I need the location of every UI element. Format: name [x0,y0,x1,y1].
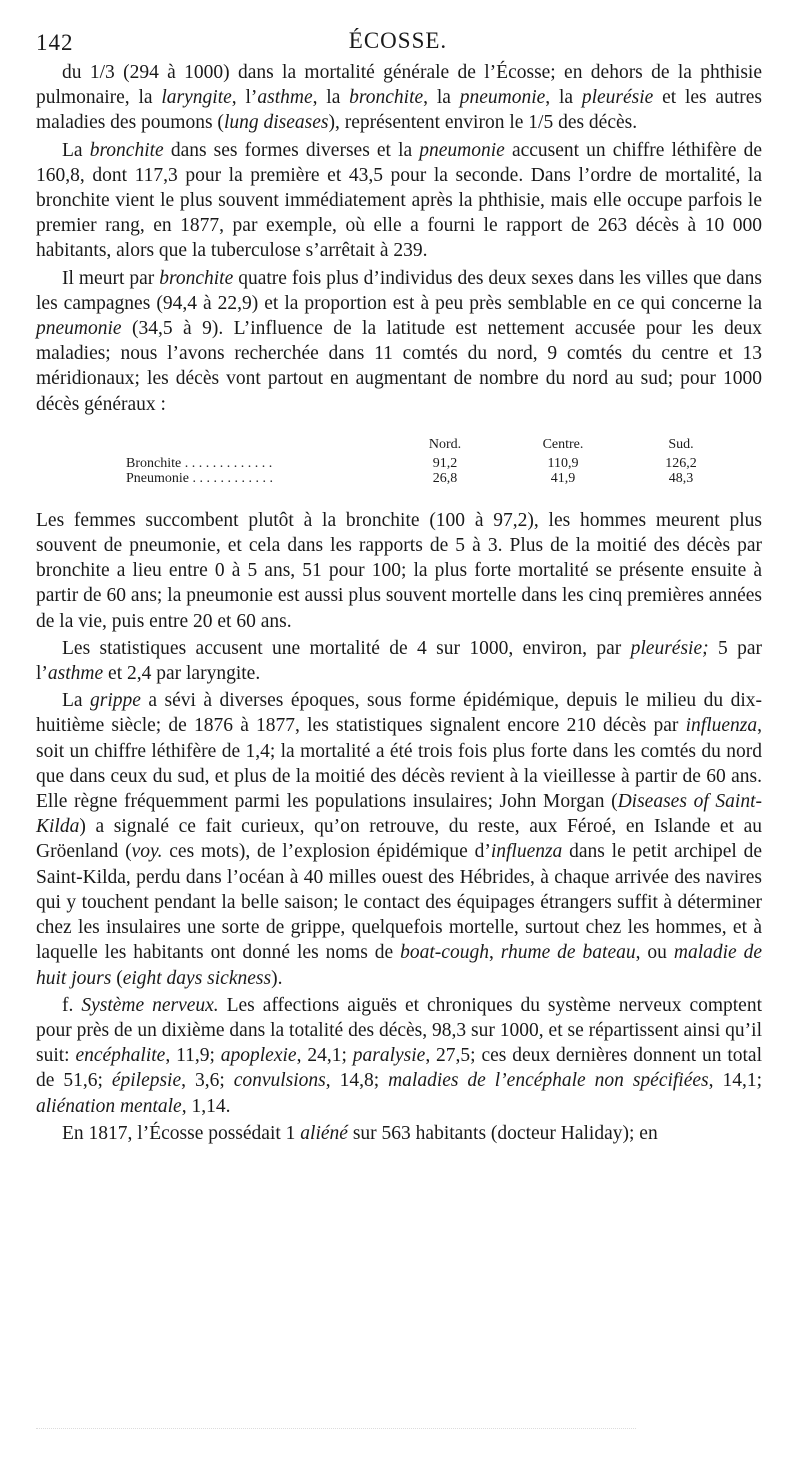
text-run: , 3,6; [181,1070,234,1092]
italic-term: maladie de huit jours [36,942,763,989]
text-run: ), représentent environ le 1/5 des décès. [328,112,638,134]
text-run: sur 563 habitants (docteur Haliday); en [347,1122,658,1144]
text-run: quatre fois plus d’individus des deux sexes dans les villes que dans les campagnes (94,4 à 22,9) et la proportion est à peu près semblable en ce qui concerne la [36,267,762,314]
text-run: En 1817, l’Écosse possédait 1 [62,1122,301,1144]
italic-term: bronchite [89,139,164,161]
italic-term: voy. [131,841,163,863]
italic-term: aliénation mentale [36,1095,182,1117]
italic-term: pneumonie [36,318,122,340]
text-run: La [62,139,90,161]
cell-value: 26,8 [432,470,458,486]
text-run: , [488,942,501,964]
text-run: Les statistiques accusent une mortalité de 4 sur 1000, environ, par [62,637,631,659]
text-run: , l’ [231,87,258,109]
column-header-nord: Nord. [428,436,462,452]
text-run: Il meurt par [62,267,160,289]
text-run: ) a signalé ce fait curieux, qu’on retrouve, du reste, aux Féroé, en Islande et au Gröenland ( [36,816,762,863]
paragraph-4 [36,508,762,634]
text-run: , 24,1; [296,1045,353,1067]
italic-term: apoplexie [220,1045,297,1067]
text-run: , 27,5; ces deux dernières donnent un total de 51,6; [36,1045,763,1092]
cell-value: 41,9 [550,470,576,486]
text-run: et 2,4 par laryngite. [103,663,261,685]
page-header [36,22,760,62]
text-run: ( [111,967,123,989]
text-run: , 14,8; [325,1070,389,1092]
italic-term: encéphalite [75,1045,166,1067]
text-run: dans ses formes diverses et la [163,139,420,161]
italic-term: asthme [257,87,313,109]
text-run: Les affections aiguës et chroniques du système nerveux comptent pour près de un dixième dans la totalité des décès, 98,3 sur 1000, et se répartissent ainsi qu’il suit: [36,994,763,1067]
page-body [36,60,762,1148]
text-run: f. [62,994,82,1016]
paragraph-5 [36,636,762,686]
italic-term: pneumonie [419,139,505,161]
italic-term: grippe [90,690,141,712]
italic-term: pneumonie [459,87,546,109]
text-run: , soit un chiffre léthifère de 1,4; la mortalité a été trois fois plus forte dans les comtés du nord que dans ceux du sud, et plus de la moitié des décès revient à la vieillesse à partir de 60 ans. Elle règne fréquemment parmi les populations insulaires; John Morgan ( [36,715,762,813]
text-run: et les autres maladies des poumons ( [36,87,762,134]
table-header-row [126,437,740,456]
page-number: 142 [36,30,74,55]
text-run: , la [545,87,582,109]
italic-term: paralysie [352,1045,426,1067]
text-run: , ou [635,942,674,964]
table-row [126,471,740,486]
paragraph-7 [36,993,762,1119]
italic-term: rhume de bateau [500,942,636,964]
italic-term: asthme [47,663,104,685]
column-header-centre: Centre. [542,436,584,452]
text-run: , 1,14. [181,1095,231,1117]
text-run: Les femmes succombent plutôt à la bronchite (100 à 97,2), les hommes meurent plus souvent de pneumonie, et cela dans les rapports de 5 à 3. Plus de la moitié des décès par bronchite a lieu entre 0 à 5 ans, 51 pour 100; la plus forte mortalité se présente ensuite à partir de 60 ans; la pneumonie est aussi plus souvent mortelle dans les cinq premières années de la vie, puis entre 20 et 60 ans. [36,509,762,632]
italic-term: aliéné [300,1122,348,1144]
text-run: 5 par l’ [36,637,762,685]
text-run: , la [423,87,460,109]
latitude-mortality-table [126,437,740,486]
text-run: dans le petit archipel de Saint-Kilda, perdu dans l’océan à 40 milles ouest des Hébrides, à chaque arrivée des navires qui y touchent pendant la belle saison; le contact des équipages étrangers suffit à déterminer chez les insulaires une sorte de grippe, quelquefois mortelle, surtout chez les hommes, et à laquelle les habitants ont donné les noms de [36,841,762,964]
paragraph-2 [36,138,762,264]
italic-term: eight days sickness [122,967,272,989]
italic-term: bronchite [159,267,234,289]
column-header-sud: Sud. [668,436,694,452]
italic-term: Diseases of Saint-Kilda [36,791,762,838]
text-run: du 1/3 (294 à 1000) dans la mortalité générale de l’Écosse; en dehors de la phthisie pulmonaire, la [36,62,762,109]
italic-term: épilepsie [111,1070,182,1092]
text-run: accusent un chiffre léthifère de 160,8, dont 117,3 pour la première et 43,5 pour la seconde. Dans l’ordre de mortalité, la bronchite vient le plus souvent immédiatement après la phthisie, mais elle occupe parfois le premier rang, en 1877, par exemple, où elle a fourni le rapport de 263 décès à 10 000 habitants, alors que la tuberculose s’arrêtait à 239. [36,139,762,262]
text-run: , 11,9; [165,1045,221,1067]
italic-term: boat-cough [400,942,489,964]
row-label-pneumonie: Pneumonie . . . . . . . . . . . . [126,470,273,486]
paragraph-6 [36,688,762,990]
page-title: ÉCOSSE. [348,28,448,53]
italic-term: maladies de l’encéphale non spécifiées [388,1070,709,1092]
paragraph-3 [36,266,762,417]
cell-value: 48,3 [668,470,694,486]
italic-term: influenza [685,715,758,737]
table-row [126,456,740,471]
text-run: (34,5 à 9). L’influence de la latitude est nettement accusée pour les deux maladies; nous l’avons recherchée dans 11 comtés du nord, 9 comtés du centre et 13 méridionaux; les décès vont partout en augmentant de nombre du nord au sud; pour 1000 décès généraux : [36,318,762,415]
cell-value: 126,2 [665,455,697,471]
italic-term: lung diseases [223,112,329,134]
italic-term: Système nerveux. [81,994,219,1016]
paragraph-1 [36,60,762,136]
italic-term: convulsions [233,1070,326,1092]
page-bottom-marks [36,1428,636,1433]
text-run: a sévi à diverses époques, sous forme épidémique, depuis le milieu du dix-huitième siècle; de 1876 à 1877, les statistiques signalent encore 210 décès par [36,690,762,737]
row-label-bronchite: Bronchite . . . . . . . . . . . . . [126,455,273,471]
italic-term: laryngite [161,87,232,109]
italic-term: pleurésie [581,87,654,109]
italic-term: pleurésie; [630,637,709,659]
text-run: , 14,1; [708,1070,762,1092]
italic-term: influenza [490,841,563,863]
cell-value: 110,9 [547,455,579,471]
italic-term: bronchite [349,87,424,109]
text-run: , la [312,87,350,109]
text-run: La [62,690,91,712]
cell-value: 91,2 [432,455,458,471]
text-run: ces mots), de l’explosion épidémique d’ [162,841,491,863]
text-run: ). [271,967,283,989]
paragraph-8 [36,1121,762,1146]
